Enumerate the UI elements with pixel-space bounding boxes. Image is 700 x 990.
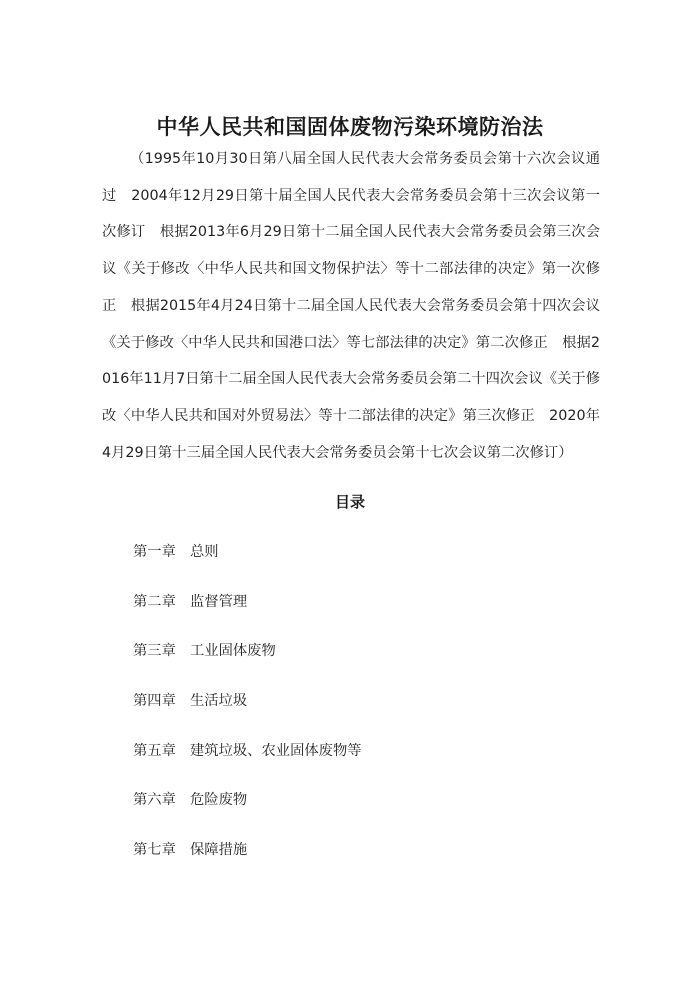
chapter-name: 监督管理	[190, 593, 248, 610]
legislative-history: （1995年10月30日第八届全国人民代表大会常务委员会第十六次会议通过 2004年12月29日第十届全国人民代表大会常务委员会第十三次会议第一次修订 根据2013年6月29日第十二届全国人民代表大会常务委员会第三次会议《关于修改〈中华人民共和国文物保护法〉等十二部法律的决定》第一次修正 根据2015年4月24日第十二届全国人民代表大会常务委员会第十四次会议《关于修改〈中华人民共和国港口法〉等七部法律的决定》第二次修正 根据2016年11月7日第十二届全国人民代表大会常务委员会第二十四次会议《关于修改〈中华人民共和国对外贸易法〉等十二部法律的决定》第三次修正 2020年4月29日第十三届全国人民代表大会常务委员会第十七次会议第二次修订）	[102, 151, 600, 461]
chapter-number: 第四章	[133, 693, 176, 710]
chapter-number: 第二章	[133, 593, 176, 610]
chapter-name: 危险废物	[190, 792, 248, 809]
toc-item-chapter-7[interactable]	[133, 838, 362, 888]
chapter-name: 建筑垃圾、农业固体废物等	[190, 742, 362, 759]
toc-item-chapter-1[interactable]	[133, 540, 362, 590]
chapter-number: 第一章	[133, 544, 176, 560]
chapter-number: 第六章	[133, 792, 176, 809]
chapter-name: 生活垃圾	[190, 693, 248, 710]
chapter-number: 第三章	[133, 643, 176, 660]
chapter-name: 保障措施	[190, 842, 248, 859]
chapter-name: 工业固体废物	[190, 643, 276, 660]
chapter-number: 第七章	[133, 842, 176, 859]
table-of-contents	[133, 540, 362, 888]
toc-item-chapter-4[interactable]	[133, 689, 362, 739]
chapter-number: 第五章	[133, 742, 176, 759]
toc-item-chapter-2[interactable]	[133, 590, 362, 640]
document-title: 中华人民共和国固体废物污染环境防治法	[156, 115, 544, 140]
toc-heading: 目录	[334, 493, 365, 511]
toc-item-chapter-5[interactable]	[133, 739, 362, 789]
toc-item-chapter-3[interactable]	[133, 639, 362, 689]
toc-item-chapter-6[interactable]	[133, 788, 362, 838]
chapter-name: 总则	[190, 544, 219, 560]
